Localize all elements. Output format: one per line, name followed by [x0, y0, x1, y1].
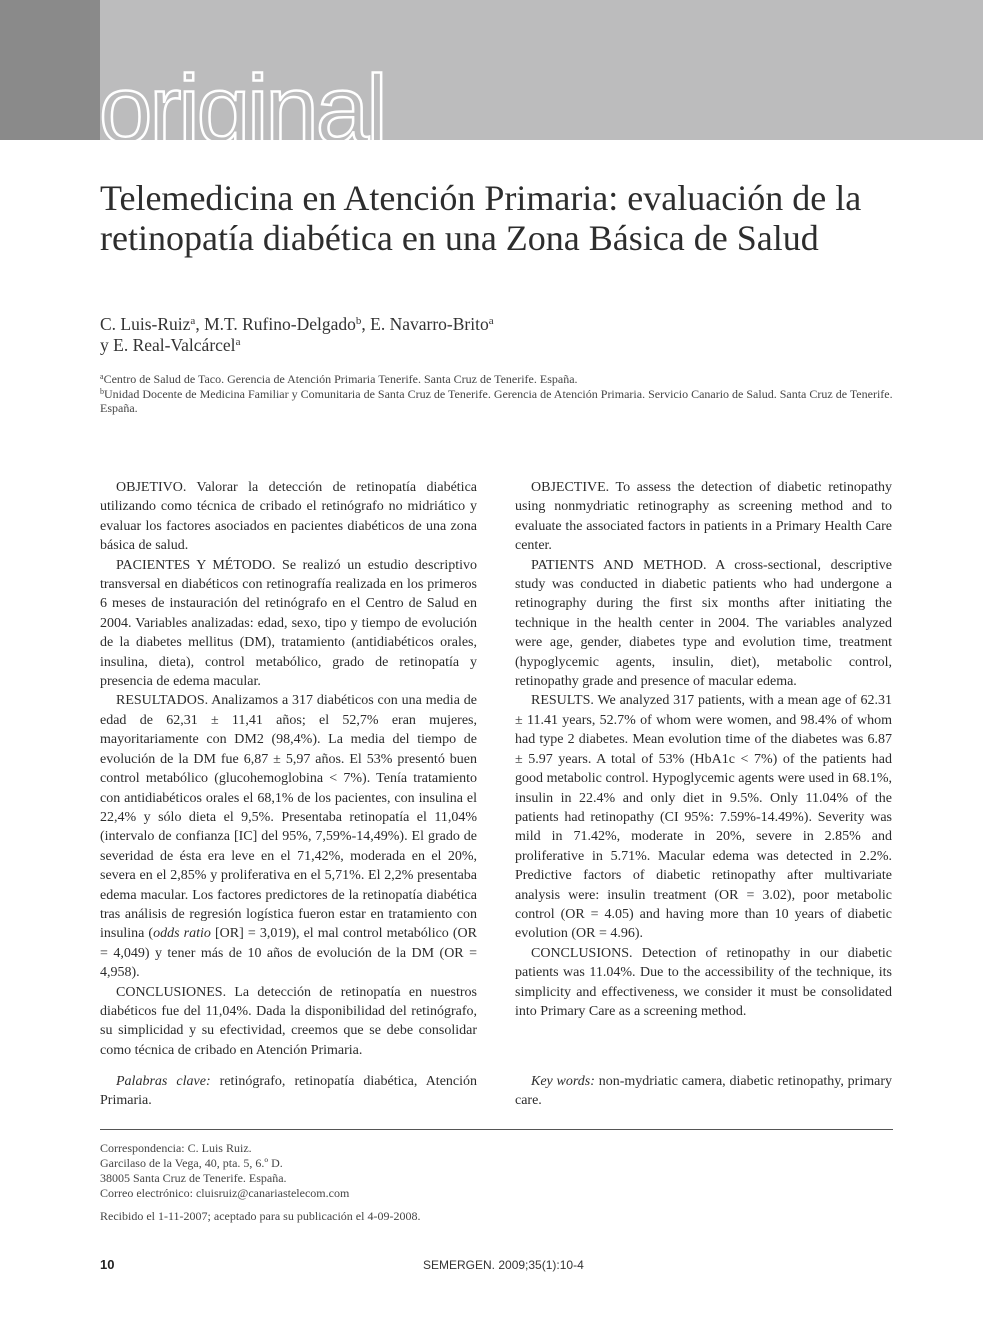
- author: M.T. Rufino-Delgado: [204, 314, 356, 334]
- affiliation-text: Centro de Salud de Taco. Gerencia de Atención Primaria Tenerife. Santa Cruz de Tenerife. España.: [103, 372, 578, 386]
- abstract-objective: OBJECTIVE. To assess the detection of diabetic retinopathy using nonmydriatic retinography as screening method and to evaluate the associated factors in patients in a Primary Health Care center.: [515, 480, 892, 554]
- author-sup: a: [235, 336, 241, 348]
- received-date: Recibido el 1-11-2007; aceptado para su publicación el 4-09-2008.: [100, 1209, 421, 1223]
- author-sup: a: [488, 315, 494, 327]
- keywords-label: Key words:: [531, 1074, 595, 1089]
- author: C. Luis-Ruiz: [100, 314, 191, 334]
- abstract-conclusiones: CONCLUSIONES. La detección de retinopatía en nuestros diabéticos fue del 11,04%. Dada la disponibilidad del retinógrafo, su simplicidad y su efectividad, creemos que se debe consolidar como técnica de cribado en Atención Primaria.: [100, 984, 477, 1058]
- article-title: Telemedicina en Atención Primaria: evaluación de la retinopatía diabética en una Zona Básica de Salud: [100, 178, 862, 258]
- affiliation: [100, 372, 900, 387]
- page-number: 10: [100, 1257, 115, 1272]
- affiliation-sup: b: [100, 386, 104, 396]
- keywords-spanish: [100, 1072, 477, 1111]
- author: y E. Real-Valcárcel: [100, 335, 236, 355]
- correspondence-line: 38005 Santa Cruz de Tenerife. España.: [100, 1171, 287, 1185]
- affiliation-sup: a: [100, 372, 104, 381]
- divider: [100, 1129, 893, 1130]
- section-label: original: [99, 56, 385, 163]
- abstract-metodo: PACIENTES Y MÉTODO. Se realizó un estudio descriptivo transversal en diabéticos con retinografía realizada en los primeros 6 meses de instauración del retinógrafo en el Centro de Salud en 2004. Variables analizadas: edad, sexo, tipo y tiempo de evolución de la diabetes mellitus (DM), tratamiento (antidiabéticos orales, insulina, dieta), control metabólico, grado de retinopatía y presencia de edema macular.: [100, 557, 477, 690]
- abstract-resultados: [100, 691, 477, 982]
- affiliation-text: Unidad Docente de Medicina Familiar y Comunitaria de Santa Cruz de Tenerife. Gerencia de Atención Primaria. Servicio Canario de Salud. Santa Cruz de Tenerife. España.: [100, 386, 893, 415]
- abstract-spanish: [100, 478, 477, 1060]
- affiliation: [100, 387, 900, 416]
- correspondence: [100, 1141, 700, 1201]
- keywords-text: non-mydriatic camera, diabetic retinopathy, primary care.: [515, 1074, 892, 1109]
- abstract-conclusions: CONCLUSIONS. Detection of retinopathy in our diabetic patients was 11.04%. Due to the accessibility of the technique, its simplicity and effectiveness, we consider it must be consolidated into Primary Care as a screening method.: [515, 945, 892, 1019]
- resultados-text: RESULTADOS. Analizamos a 317 diabéticos con una media de edad de 62,31 ± 11,41 años; el 52,7% eran mujeres, mayoritariamente con DM2 (98,4%). La media del tiempo de evolución de la DM fue 6,87 ± 5,97 años. El 53% presentó buen control metabólico (glucohemoglobina < 7%). Tenía tratamiento con antidiabéticos orales el 68,1% de los pacientes, con insulina el 22,4% y sólo dieta el 9,5%. Presentaba retinopatía el 11,04% (intervalo de confianza [IC] del 95%, 7,59%-14,49%). El grado de severidad de ésta era leve en el 71,42%, moderada en el 20%, severa en el 2,85% y proliferativa en el 5,71%. El 2,2% presentaba edema macular. Los factores predictores de la retinopatía diabética tras análisis de regresión logística fueron estar en tratamiento con insulina (: [100, 693, 477, 942]
- resultados-text-cont: [OR] = 3,019), el mal control metabólico (OR = 4,049) y tener más de 10 años de evolución de la DM (OR = 4,958).: [100, 926, 477, 981]
- abstract-method: PATIENTS AND METHOD. A cross-sectional, descriptive study was conducted in diabetic patients who had undergone a retinography during the first six months after initiating the technique in the health center in 2004. The variables analyzed were age, gender, diabetes type and evolution time, treatment (hypoglycemic agents, insulin, diet), metabolic control, retinopathy grade and presence of macular edema.: [515, 557, 892, 690]
- author-sup: a: [190, 315, 196, 327]
- correspondence-email: Correo electrónico: cluisruiz@canariastelecom.com: [100, 1186, 350, 1200]
- keywords-label: Palabras clave:: [116, 1074, 211, 1089]
- author-sep: ,: [361, 314, 371, 334]
- keywords-text: retinógrafo, retinopatía diabética, Atención Primaria.: [100, 1074, 478, 1109]
- abstract-results: RESULTS. We analyzed 317 patients, with a mean age of 62.31 ± 11.41 years, 52.7% of whom were women, and 98.4% of whom had type 2 diabetes. Mean evolution time of the diabetes was 6.87 ± 5.97 years. A total of 53% (HbA1c < 7%) of the patients had good metabolic control. Hypoglycemic agents were used in 68.1%, insulin in 22.4% and only diet in 9.5%. Only 11.04% of the patients had retinopathy (CI 95%: 7.59%-14.49%). Severity was mild in 71.42%, moderate in 20%, severe in 2.85% and proliferative in 5.71%. Macular edema was detected in 2.2%. Predictive factors of diabetic retinopathy after multivariate analysis were: insulin treatment (OR = 3.02), poor metabolic control (OR = 4.05) and having more than 10 years of diabetic evolution (OR = 4.96).: [515, 693, 892, 942]
- correspondence-line: Garcilaso de la Vega, 40, pta. 5, 6.º D.: [100, 1156, 283, 1170]
- author-sup: b: [355, 315, 362, 327]
- abstract-objetivo: OBJETIVO. Valorar la detección de retinopatía diabética utilizando como técnica de cribado el retinógrafo no midriático y evaluar los factores asociados en pacientes diabéticos de una zona básica de salud.: [100, 480, 477, 554]
- author-sep: ,: [195, 314, 205, 334]
- resultados-italic: odds ratio: [153, 926, 211, 942]
- keywords-english: [515, 1072, 892, 1111]
- correspondence-line: Correspondencia: C. Luis Ruiz.: [100, 1141, 252, 1155]
- affiliations: [100, 372, 900, 416]
- author: E. Navarro-Brito: [370, 314, 489, 334]
- author-list: [100, 314, 800, 356]
- header-band-dark: [0, 0, 100, 140]
- journal-reference: SEMERGEN. 2009;35(1):10-4: [423, 1258, 584, 1272]
- abstract-english: [515, 478, 892, 1021]
